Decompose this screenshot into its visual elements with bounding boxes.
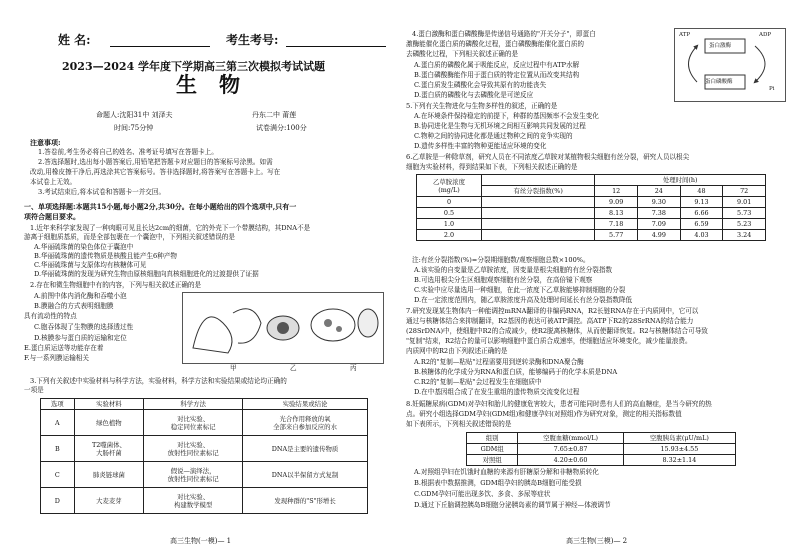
q6-table bbox=[416, 174, 766, 241]
q4-option-d: D.蛋白质的磷酸化与去磷酸化是可逆反应 bbox=[414, 91, 534, 99]
kinase-label: 蛋白激酶 bbox=[709, 43, 732, 49]
q1-stem: 1.近年来科学家发现了一种肉眼可见且长达2cm的细菌，它的外壳下一个带膜结构，其DNA不是 bbox=[30, 224, 311, 232]
q8-stem-2: 点。研究小组选择GDM孕妇(GDM组)和健康孕妇(对照组)作为研究对象，测定的相关指标数值 bbox=[406, 410, 682, 418]
table-cell: 6.59 bbox=[680, 219, 723, 230]
q6-stem: 6.乙草胺是一种除草剂，研究人员在不同浓度乙草胺对某植物根尖细胞有丝分裂，研究人员以根尖 bbox=[406, 153, 690, 161]
q7-stem-3: (28SrDNA)中，使细胞中R2的合成减少，使R2脱离核糖体，从而使翻译恢复。R2与核糖体结合可导致 bbox=[406, 327, 708, 335]
q8-option-d: D.通过下丘脑调控胰岛B细胞分泌胰岛素的调节属于神经—体液调节 bbox=[414, 501, 611, 509]
q6-note: 注:有丝分裂指数(%)=分裂期细胞数/观察细胞总数×100%。 bbox=[412, 256, 590, 264]
full-score: 试卷满分:100分 bbox=[256, 124, 307, 132]
table-header: 实验结果或结论 bbox=[243, 399, 368, 410]
table-cell: 9.01 bbox=[723, 197, 766, 208]
table-row bbox=[417, 208, 766, 219]
table-cell: 对照组 bbox=[467, 455, 518, 466]
q1-stem-2: 游离于细胞质基质，而是全部包裹在一个囊泡中，下列相关叙述错误的是 bbox=[24, 233, 235, 241]
q7-stem-2: 通过与核糖体结合来抑制翻译，R2基因的表达可被ATP调控。高ATP下R2的28SrRNA的结合能力 bbox=[406, 317, 694, 325]
authors-line-b: 丹东二中 莆莲 bbox=[252, 111, 297, 119]
adp-label: ADP bbox=[759, 32, 772, 38]
table-cell: DNA以半保留方式复制 bbox=[243, 462, 368, 488]
q4-stem-3: 去磷酸化过程，下列相关叙述正确的是 bbox=[406, 50, 519, 58]
q5-option-a: A.在环境条件保持稳定的前提下，种群的基因频率不会发生变化 bbox=[414, 112, 599, 120]
table-cell: 4.20±0.60 bbox=[518, 455, 623, 466]
note-2c: 本试卷上无效。 bbox=[30, 178, 77, 186]
pi-label: Pi bbox=[769, 86, 775, 92]
exam-time: 时间:75分钟 bbox=[114, 124, 154, 132]
table-cell: B bbox=[41, 436, 75, 462]
q7-stem-5: 内质网中的R2由下列叙述正确的是 bbox=[406, 347, 508, 355]
q3-stem: 3.下列有关叙述中实验材料与科学方法，实验材料，科学方法和实验结果或结论均正确的 bbox=[30, 377, 287, 385]
section-title: 一、单项选择题:本题共15小题,每小题2分,共30分。在每小题给出的四个选项中,只有一 bbox=[24, 202, 297, 211]
q5-option-b: B.协同进化是生物与无机环境之间相互影响共同发展的过程 bbox=[414, 122, 586, 130]
table-header: 实验材料 bbox=[74, 399, 144, 410]
table-cell: 光合作用释放的氧 全部来自参加反应的水 bbox=[243, 410, 368, 436]
vesicle-diagram bbox=[183, 293, 383, 363]
concentration-header: 乙草胺浓度 (mg/L) bbox=[417, 175, 482, 197]
table-cell: 8.32±1.14 bbox=[623, 455, 735, 466]
table-cell: 1.0 bbox=[417, 219, 482, 230]
mitotic-index-header: 有丝分裂指数(%) bbox=[482, 186, 595, 197]
table-header-row bbox=[467, 433, 736, 444]
q2-option-d2: E.蛋白质运送等功能存在着 bbox=[24, 344, 104, 352]
table-cell: GDM组 bbox=[467, 444, 518, 455]
blank-cell bbox=[482, 175, 595, 186]
q1-option-c: C.华丽硫珠菌与支原体均有核糖体可见 bbox=[34, 261, 147, 269]
table-cell: 对比实验、 构建数学模型 bbox=[144, 488, 243, 514]
q2-stem: 2.存在和微生物细胞中有的内容，下列与相关叙述正确的是 bbox=[30, 281, 202, 289]
table-cell: 7.65±0.87 bbox=[518, 444, 623, 455]
q6-option-b: B.可选用根尖分生区细胞观察细胞有丝分裂，在高倍镜下观察 bbox=[414, 276, 593, 284]
table-row bbox=[41, 462, 368, 488]
table-cell bbox=[482, 197, 595, 208]
section-title-2: 项符合题目要求。 bbox=[24, 212, 80, 221]
note-2: 2.答选择题时,选出每小题答案后,用铅笔把答题卡对应题目的答案标号涂黑。如需 bbox=[38, 158, 273, 166]
figure-label-a: 甲 bbox=[230, 364, 237, 372]
table-header: 科学方法 bbox=[144, 399, 243, 410]
q6-option-c: C.实验中应尽量选用一种细胞，在此一浓度下乙草胺能够抑制细胞的分裂 bbox=[414, 286, 626, 294]
q2-option-d: D.核膜参与蛋白质的运输和定位 bbox=[34, 334, 127, 342]
table-cell: 对比实验、 放射性同位素标记 bbox=[144, 436, 243, 462]
time-cell: 72 bbox=[723, 186, 766, 197]
exam-title: 2023—2024 学年度下学期高三第三次模拟考试试题 bbox=[62, 60, 326, 73]
table-cell: 大麦麦芽 bbox=[74, 488, 144, 514]
time-cell: 48 bbox=[680, 186, 723, 197]
student-id-blank bbox=[286, 46, 386, 47]
notes-title: 注意事项: bbox=[30, 138, 61, 147]
q5-option-d: D.遗传多样性丰富的物种更能适应环境的变化 bbox=[414, 142, 547, 150]
q7-stem-4: "复制"结束，R2结合的量可以影响细胞中蛋白质合成速率，使细胞适应环境变化，减少能量浪费。 bbox=[406, 337, 692, 345]
time-cell: 12 bbox=[595, 186, 638, 197]
table-cell: 0.5 bbox=[417, 208, 482, 219]
q4-option-a: A.蛋白质的磷酸化属于吸能反应，反应过程中有ATP水解 bbox=[414, 61, 580, 69]
table-cell: 5.77 bbox=[595, 230, 638, 241]
q8-stem: 8.妊娠糖尿病(GDM)对孕妇和胎儿的健康危害较大，患者可能同时患有人们的高血糖症，是当今研究的热 bbox=[406, 400, 712, 408]
table-header: 空腹血糖(mmol/L) bbox=[518, 433, 623, 444]
table-row bbox=[467, 455, 736, 466]
q2-option-c: C.胞吞体现了生物膜的选择透过性 bbox=[34, 323, 134, 331]
student-id-label: 考生考号: bbox=[226, 33, 279, 47]
note-2b: 改动,用橡皮擦干净后,再选涂其它答案标号。答非选择题时,将答案写在答题卡上。写在 bbox=[30, 168, 281, 176]
q1-option-a: A.华丽硫珠菌的染色体位于囊泡中 bbox=[34, 243, 134, 251]
table-cell: 发现种群的"S"形增长 bbox=[243, 488, 368, 514]
q2-option-a: A.前图中体内消化酶和吞噬小泡 bbox=[34, 292, 127, 300]
q6-option-a: A.该实验的自变量是乙草胺浓度，因变量是根尖细胞的有丝分裂指数 bbox=[414, 266, 613, 274]
table-cell: 5.73 bbox=[723, 208, 766, 219]
note-3: 3.考试结束后,将本试卷和答题卡一并交回。 bbox=[38, 188, 166, 196]
note-1: 1.答卷前,考生务必将自己的姓名、准考证号填写在答题卡上。 bbox=[38, 148, 218, 156]
table-cell bbox=[482, 219, 595, 230]
q6-option-d: D.在一定浓度范围内，随乙草胺浓度升高及处理时间延长有丝分裂指数降低 bbox=[414, 296, 633, 304]
q7-option-d: D.在中基因组合成了在发生重组的遗传物质交流变化过程 bbox=[414, 388, 580, 396]
table-cell: A bbox=[41, 410, 75, 436]
table-cell: C bbox=[41, 462, 75, 488]
table-cell: 0 bbox=[417, 197, 482, 208]
q3-stem-2: 一项是 bbox=[24, 386, 44, 394]
table-cell: 7.38 bbox=[637, 208, 680, 219]
table-cell: 肺炎链球菌 bbox=[74, 462, 144, 488]
table-cell: 绿色植物 bbox=[74, 410, 144, 436]
table-cell: 8.13 bbox=[595, 208, 638, 219]
table-cell: 4.99 bbox=[637, 230, 680, 241]
table-row bbox=[41, 410, 368, 436]
figure-label-b: 乙 bbox=[290, 364, 297, 372]
cell-figure bbox=[182, 292, 384, 364]
q3-table bbox=[40, 398, 368, 514]
subject-title: 生物 bbox=[176, 72, 262, 97]
table-cell: 7.09 bbox=[637, 219, 680, 230]
time-cell: 24 bbox=[637, 186, 680, 197]
table-cell: 9.30 bbox=[637, 197, 680, 208]
q5-stem: 5.下列有关生物进化与生物多样性的叙述，正确的是 bbox=[406, 102, 558, 110]
q2-option-d3: F.与一系列膜运输相关 bbox=[24, 354, 89, 362]
table-cell: 对比实验、 稳定同位素标记 bbox=[144, 410, 243, 436]
q8-option-a: A.对照组孕妇在饥饿时血糖的来源有肝糖原分解和非糖物质转化 bbox=[414, 468, 599, 476]
table-header: 选项 bbox=[41, 399, 75, 410]
table-cell: 3.24 bbox=[723, 230, 766, 241]
q2-option-b2: 具有流动性的特点 bbox=[24, 312, 77, 320]
phosphatase-label: 蛋白磷酸酶 bbox=[705, 79, 733, 85]
q1-option-d: D.华丽硫珠菌的发现为研究生物由原核细胞向真核细胞进化的过渡提供了证据 bbox=[34, 270, 259, 278]
q7-stem: 7.研究发现某生物体内一种能调控mRNA翻译的非编码RNA，R2长链RNA存在于内质网中，它可以 bbox=[406, 307, 699, 315]
name-blank bbox=[110, 46, 210, 47]
table-cell: 9.13 bbox=[680, 197, 723, 208]
table-cell: DNA是主要的遗传物质 bbox=[243, 436, 368, 462]
q8-stem-3: 如下表所示，下列相关叙述错误的是 bbox=[406, 420, 512, 428]
q5-option-c: C.物种之间的协同进化都是通过物种之间的竞争实现的 bbox=[414, 132, 573, 140]
table-cell: 6.66 bbox=[680, 208, 723, 219]
table-row bbox=[41, 436, 368, 462]
table-cell: 9.09 bbox=[595, 197, 638, 208]
q6-stem-2: 细胞为实验材料，得到结果如下表，下列相关叙述正确的是 bbox=[406, 163, 578, 171]
q4-stem: 4.蛋白激酶和蛋白磷酸酶是传递信号通路的"开关分子"，即蛋白 bbox=[412, 30, 596, 38]
page-footer-left: 高三生物(一模)— 1 bbox=[170, 537, 232, 545]
q2-option-b: B.膜融合的方式表明细胞膜 bbox=[34, 302, 114, 310]
table-cell bbox=[482, 230, 595, 241]
right-page bbox=[406, 0, 794, 557]
q7-option-b: B.核糖体的化学成分为RNA和蛋白质，能够编码于的化学本质是DNA bbox=[414, 368, 618, 376]
table-header-row bbox=[417, 175, 766, 186]
table-header-row bbox=[41, 399, 368, 410]
name-label: 姓 名: bbox=[58, 33, 91, 47]
table-row bbox=[467, 444, 736, 455]
q4-option-b: B.蛋白磷酸酶能作用于蛋白质的特定位置从而改变其结构 bbox=[414, 71, 580, 79]
table-row bbox=[417, 219, 766, 230]
table-row bbox=[417, 197, 766, 208]
q8-option-c: C.GDM孕妇可能出现多饮、多食、多尿等症状 bbox=[414, 490, 551, 498]
authors-line: 命题人:沈阳31中 刘泽夫 bbox=[96, 111, 173, 119]
q7-option-c: C.R2的"复制—粘贴"会过程发生在细胞质中 bbox=[414, 378, 542, 386]
table-cell: 假说—演绎法， 放射性同位素标记 bbox=[144, 462, 243, 488]
table-header: 组别 bbox=[467, 433, 518, 444]
table-cell: 5.23 bbox=[723, 219, 766, 230]
q8-option-b: B.根据表中数据推测，GDM组孕妇的胰岛B细胞可能受损 bbox=[414, 479, 582, 487]
table-header: 空腹胰岛素(μU/mL) bbox=[623, 433, 735, 444]
kinase-figure bbox=[674, 28, 786, 102]
table-row bbox=[41, 488, 368, 514]
table-cell: D bbox=[41, 488, 75, 514]
q4-stem-2: 激酶能催化蛋白质的磷酸化过程，蛋白磷酸酶能催化蛋白质的 bbox=[406, 40, 585, 48]
table-cell bbox=[482, 208, 595, 219]
q4-option-c: C.蛋白质发生磷酸化会导致其原有的功能丧失 bbox=[414, 81, 547, 89]
q8-table bbox=[466, 432, 736, 466]
atp-label: ATP bbox=[679, 32, 691, 38]
table-cell: T2噬菌体、 大肠杆菌 bbox=[74, 436, 144, 462]
table-cell: 4.03 bbox=[680, 230, 723, 241]
table-cell: 2.0 bbox=[417, 230, 482, 241]
table-cell: 7.18 bbox=[595, 219, 638, 230]
q7-option-a: A.R2的"复制—粘贴"过程需要用到逆转录酶和DNA聚合酶 bbox=[414, 358, 584, 366]
figure-label-c: 丙 bbox=[350, 364, 357, 372]
q1-option-b: B.华丽硫珠菌的遗传物质是核酸且能产生6种产物 bbox=[34, 252, 178, 260]
page-footer-right: 高三生物(三模)— 2 bbox=[566, 537, 628, 545]
time-header: 处理时间(h) bbox=[595, 175, 766, 186]
table-row bbox=[417, 230, 766, 241]
table-cell: 15.93±4.55 bbox=[623, 444, 735, 455]
